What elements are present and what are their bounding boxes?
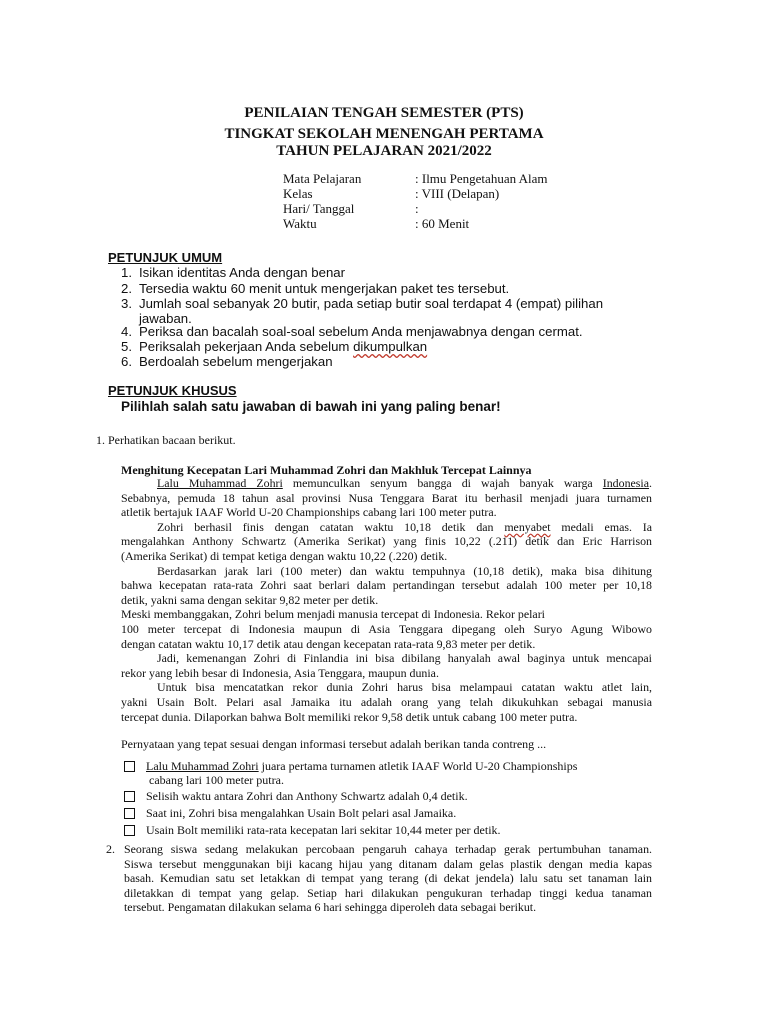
academic-year-title: TAHUN PELAJARAN 2021/2022 xyxy=(276,143,492,159)
passage-line xyxy=(121,476,652,491)
spellcheck-word: menyabet xyxy=(504,519,551,534)
checkbox[interactable] xyxy=(124,761,135,772)
passage-text: medali emas. Ia xyxy=(550,519,652,534)
question-number: 1. xyxy=(96,433,105,447)
meta-label: Waktu xyxy=(283,216,317,231)
passage-line: Meski membanggakan, Zohri belum menjadi manusia tercepat di Indonesia. Rekor pelari xyxy=(121,607,545,622)
item-text: Isikan identitas Anda dengan benar xyxy=(139,265,346,280)
item-number: 2. xyxy=(121,281,132,296)
question-line: Seorang siswa sedang melakukan percobaan pengaruh cahaya terhadap gerak pertumbuhan tanaman. xyxy=(124,842,652,856)
question-1-intro xyxy=(96,433,236,448)
option-text: Usain Bolt memiliki rata-rata kecepatan lari sekitar 10,44 meter per detik. xyxy=(146,823,501,837)
item-number: 3. xyxy=(121,296,132,311)
passage-line: atletik bertajuk IAAF World U-20 Championships cabang lari 100 meter putra. xyxy=(121,505,497,520)
question-2-text xyxy=(124,842,652,915)
passage-text: Zohri berhasil finis dengan catatan waktu 10,18 detik dan xyxy=(157,519,505,534)
checkbox[interactable] xyxy=(124,825,135,836)
passage-line: Jadi, kemenangan Zohri di Finlandia ini bisa dibilang hanyalah awal baginya untuk mencapai xyxy=(157,651,652,666)
option-text xyxy=(146,759,577,774)
item-text: Periksa dan bacalah soal-soal sebelum Anda menjawabnya dengan cermat. xyxy=(139,324,583,339)
passage-line: Untuk bisa mencatatkan rekor dunia Zohri harus bisa melampaui catatan waktu atlet lain, xyxy=(157,680,652,695)
reading-passage xyxy=(121,476,652,724)
checkbox[interactable] xyxy=(124,808,135,819)
reading-title: Menghitung Kecepatan Lari Muhammad Zohri dan Makhluk Tercepat Lainnya xyxy=(121,463,532,477)
passage-place: Indonesia xyxy=(602,476,650,490)
passage-line: tercepat dunia. Dilaporkan bahwa Bolt memiliki rekor 9,58 detik untuk cabang 100 meter putra. xyxy=(121,709,578,724)
passage-line: (Amerika Serikat) di tempat ketiga dengan waktu 10,22 (.220) detik. xyxy=(121,548,448,563)
item-text-part: Periksalah pekerjaan Anda sebelum xyxy=(139,339,354,354)
passage-line: mengalahkan Anthony Schwartz (Amerika Serikat) yang finis 10,22 (.211) detik dan Eric Harrison xyxy=(121,534,652,549)
school-level-title: TINGKAT SEKOLAH MENENGAH PERTAMA xyxy=(224,126,544,142)
item-number: 4. xyxy=(121,324,132,339)
passage-line: Sebabnya, pemuda 18 tahun asal provinsi Nusa Tenggara Barat itu berhasil menjadi juara turnamen xyxy=(121,490,652,505)
passage-line: yakni Usain Bolt. Pelari asal Jamaika itu adalah orang yang telah dikukuhkan sebagai manusia xyxy=(121,694,652,709)
checkbox[interactable] xyxy=(124,791,135,802)
spellcheck-word: dikumpulkan xyxy=(353,339,428,354)
meta-label: Hari/ Tanggal xyxy=(283,201,355,216)
passage-line: dengan catatan waktu 10,17 detik atau dengan kecepatan rata-rata 9,83 meter per detik. xyxy=(121,636,536,651)
question-line: Siswa tersebut menggunakan biji kacang hijau yang ditanam dalam gelas plastik dengan media kapas xyxy=(124,856,652,871)
question-intro-text: Perhatikan bacaan berikut. xyxy=(108,433,236,447)
passage-line: 100 meter tercepat di Indonesia maupun di Asia Tenggara dipegang oleh Suryo Agung Wibowo xyxy=(121,621,652,636)
passage-line: rekor yang lebih besar di Indonesia, Asia Tenggara, maupun dunia. xyxy=(121,665,439,680)
item-number: 6. xyxy=(121,354,132,369)
question-number: 2. xyxy=(106,842,115,856)
item-number: 5. xyxy=(121,339,132,354)
meta-label: Kelas xyxy=(283,186,313,201)
item-number: 1. xyxy=(121,265,132,280)
general-instructions-heading: PETUNJUK UMUM xyxy=(108,250,223,265)
special-instruction-text: Pilihlah salah satu jawaban di bawah ini yang paling benar! xyxy=(121,399,501,414)
item-text: jawaban. xyxy=(139,311,192,326)
passage-line xyxy=(121,520,652,535)
special-instructions-heading: PETUNJUK KHUSUS xyxy=(108,383,237,398)
option-name: Lalu Muhammad Zohri xyxy=(146,759,259,773)
meta-value: : Ilmu Pengetahuan Alam xyxy=(415,171,548,186)
meta-label: Mata Pelajaran xyxy=(283,171,362,186)
passage-name: Lalu Muhammad Zohri xyxy=(157,476,283,490)
passage-line: bahwa kecepatan rata-rata Zohri saat berlari dalam pertandingan tersebut adalah 100 meter per 10,18 xyxy=(121,578,652,593)
meta-value: : xyxy=(415,201,419,216)
item-text xyxy=(139,339,427,354)
option-text: Selisih waktu antara Zohri dan Anthony Schwartz adalah 0,4 detik. xyxy=(146,789,468,803)
passage-text: . xyxy=(649,476,652,490)
question-line: basah. Kemudian satu set letakkan di tempat yang terang (di dekat jendela) lalu satu set tanaman lain xyxy=(124,871,652,886)
item-text: Tersedia waktu 60 menit untuk mengerjakan paket tes tersebut. xyxy=(139,281,510,296)
question-1-prompt: Pernyataan yang tepat sesuai dengan informasi tersebut adalah berikan tanda contreng ... xyxy=(121,737,547,751)
exam-title: PENILAIAN TENGAH SEMESTER (PTS) xyxy=(244,105,524,121)
question-line: tersebut. Pengamatan dilakukan selama 6 hari sehingga diperoleh data sebagai berikut. xyxy=(124,900,537,915)
option-text: Saat ini, Zohri bisa mengalahkan Usain Bolt pelari asal Jamaika. xyxy=(146,806,457,820)
passage-line: detik, yakni sama dengan sekitar 9,82 meter per detik. xyxy=(121,592,379,607)
option-text-part: juara pertama turnamen atletik IAAF World U-20 Championships xyxy=(258,759,578,773)
item-text: Berdoalah sebelum mengerjakan xyxy=(139,354,333,369)
passage-line: Berdasarkan jarak lari (100 meter) dan waktu tempuhnya (10,18 detik), maka bisa dihitung xyxy=(157,563,652,578)
question-line: diletakkan di tempat yang gelap. Setiap hari dilakukan pengukuran terhadap tinggi kedua tanaman xyxy=(124,885,652,900)
item-text: Jumlah soal sebanyak 20 butir, pada setiap butir soal terdapat 4 (empat) pilihan xyxy=(139,296,604,311)
meta-value: : VIII (Delapan) xyxy=(415,186,500,201)
option-text-continued: cabang lari 100 meter putra. xyxy=(149,773,284,787)
meta-value: : 60 Menit xyxy=(415,216,470,231)
passage-text: memunculkan senyum bangga di wajah banyak warga xyxy=(282,476,603,490)
